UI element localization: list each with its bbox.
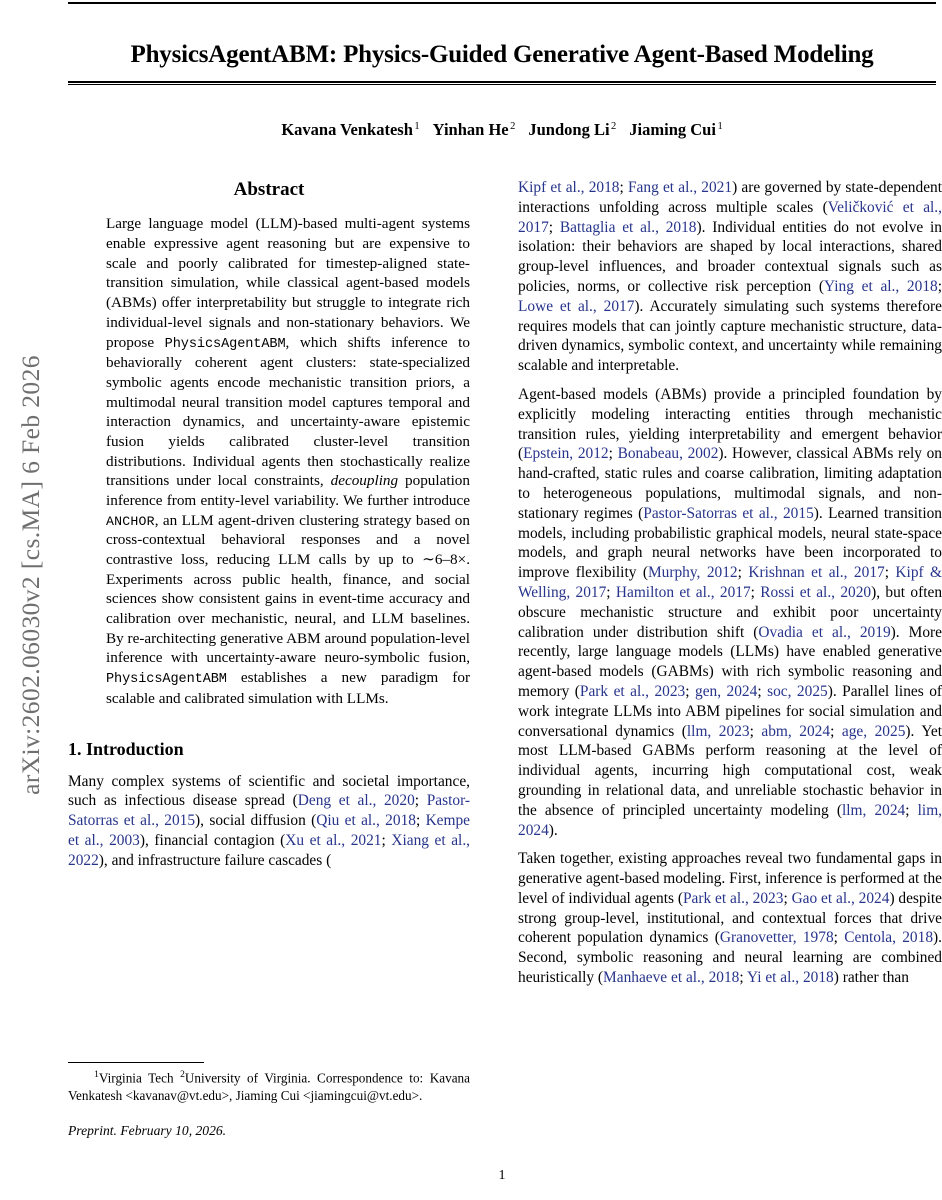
- text-segment: ), social diffusion (: [195, 812, 317, 830]
- citation-link[interactable]: Bonabeau, 2002: [617, 445, 719, 463]
- citation-link[interactable]: abm, 2024: [761, 722, 831, 740]
- footnote-affiliation-1: Virginia Tech: [98, 1070, 181, 1086]
- text-segment: ;: [737, 564, 749, 582]
- footnote-marker-1: 1: [94, 1070, 99, 1080]
- text-segment: ;: [833, 929, 845, 947]
- author-list: [68, 120, 936, 140]
- text-segment: ) are governed by state-dependent interactions unfolding across multiple scales (: [518, 179, 942, 216]
- abstract-text-segment: , an LLM agent-driven clustering strategy based on cross-contextual behavioral responses and a novel contrastive loss, reducing LLM calls by up to ∼6–8×. Experiments across public health, finance, and social sciences show consistent gains in event-time accuracy and calibration over mechanistic, neural, and LLM baselines. By re-architecting generative ABM around population-level inference with uncertainty-aware neuro-symbolic fusion,: [106, 511, 470, 667]
- citation-link[interactable]: Krishnan et al., 2017: [748, 564, 885, 582]
- abstract-body: [106, 214, 470, 708]
- intro-paragraph-1: [68, 772, 470, 871]
- citation-link[interactable]: lim, 2024: [518, 801, 942, 839]
- text-segment: ;: [619, 179, 628, 196]
- right-column: [518, 178, 942, 988]
- text-segment: ;: [749, 722, 762, 740]
- page-title: PhysicsAgentABM: Physics-Guided Generative Agent-Based Modeling: [130, 40, 874, 68]
- arxiv-identifier-text: arXiv:2602.06030v2 [cs.MA] 6 Feb 2026: [16, 355, 45, 795]
- citation-link[interactable]: Xiang et al., 2022: [68, 831, 471, 869]
- abstract-text-segment: Large language model (LLM)-based multi-agent systems enable expressive agent reasoning but are expensive to scale and poorly calibrated for timestep-aligned state-transition simulation, while classical agent-based models (ABMs) offer interpretability but struggle to integrate rich individual-level signals and non-stationary behaviors. We propose: [106, 215, 470, 351]
- author-affiliation-marker: 1: [717, 120, 723, 132]
- citation-link[interactable]: Manhaeve et al., 2018: [603, 969, 740, 987]
- text-segment: ). More recently, large language models (LLMs) have enabled generative agent-based models (GABMs) with rich symbolic reasoning and memory (: [518, 623, 942, 700]
- citation-link[interactable]: Epstein, 2012: [523, 445, 609, 463]
- author-affiliation-marker: 1: [414, 120, 420, 132]
- author-entry: [528, 120, 616, 139]
- text-segment: ). Accurately simulating such systems therefore requires models that can jointly capture mechanistic structure, data-driven dynamics, symbolic context, and uncertainty while remaining scalable and interpretable.: [518, 297, 942, 375]
- citation-link[interactable]: Granovetter, 1978: [719, 929, 834, 947]
- abstract-text-segment: establishes a new paradigm for scalable and calibrated simulation with LLMs.: [106, 669, 470, 707]
- top-rule: [68, 2, 936, 4]
- text-segment: ). Individual entities do not evolve in isolation: their behaviors are shaped by local interactions, shared group-level influences, and broader contextual signals such as policies, norms, or collective risk perception (: [518, 218, 942, 295]
- citation-link[interactable]: Hamilton et al., 2017: [615, 583, 751, 601]
- citation-link[interactable]: Gao et al., 2024: [791, 889, 890, 907]
- citation-link[interactable]: Pastor-Satorras et al., 2015: [68, 792, 471, 830]
- author-entry: [281, 120, 419, 139]
- abstract-method-name: PhysicsAgentABM: [106, 672, 227, 688]
- text-segment: Agent-based models (ABMs) provide a principled foundation by explicitly modeling interacting entities through mechanistic transition rules, yielding interpretability and emergent behavior (: [518, 385, 942, 463]
- preprint-notice: Preprint. February 10, 2026.: [68, 1122, 227, 1138]
- intro-paragraph-1-continued: [518, 178, 942, 376]
- author-entry: [629, 120, 722, 139]
- text-segment: ;: [608, 445, 618, 463]
- abstract-method-name: PhysicsAgentABM: [164, 336, 286, 352]
- author-entry: [433, 120, 516, 139]
- text-segment: ) rather than: [833, 969, 909, 987]
- citation-link[interactable]: Pastor-Satorras et al., 2015: [643, 504, 814, 522]
- author-name: Kavana Venkatesh: [281, 120, 413, 139]
- text-segment: ), and infrastructure failure cascades (: [98, 851, 332, 869]
- author-name: Jundong Li: [528, 120, 610, 139]
- text-segment: ), but often obscure mechanistic structure and exhibit poor uncertainty calibration under distribution shift (: [518, 583, 942, 641]
- text-segment: ;: [606, 583, 616, 601]
- text-segment: ). Learned transition models, including probabilistic graphical models, neural state-space models, and graph neural networks have been incorporated to improve flexibility (: [518, 504, 942, 582]
- footnote-block: [68, 1062, 470, 1139]
- citation-link[interactable]: llm, 2023: [686, 722, 750, 740]
- text-segment: ). Parallel lines of work integrate LLMs into ABM pipelines for social simulation and conversational dynamics (: [518, 682, 942, 740]
- text-segment: ;: [381, 831, 392, 849]
- text-segment: ;: [937, 277, 942, 295]
- section-heading-introduction: 1. Introduction: [68, 739, 184, 760]
- text-segment: ;: [884, 564, 896, 582]
- text-segment: ;: [414, 792, 427, 810]
- text-segment: ;: [739, 969, 747, 987]
- text-segment: ;: [783, 889, 792, 907]
- footnote-marker-2: 2: [180, 1070, 185, 1080]
- abstract-text-segment: , which shifts inference to behaviorally coherent agent clusters: state-specialized symbolic agents encode mechanistic transition priors, a multimodal neural transition model captures temporal and interaction dynamics, and uncertainty-aware epistemic fusion yields calibrated cluster-level transition distributions. Individual agents then stochastically realize transitions under local constraints,: [106, 333, 470, 490]
- citation-link[interactable]: Yi et al., 2018: [746, 969, 834, 987]
- citation-link[interactable]: Kempe et al., 2003: [68, 812, 471, 849]
- page-number: 1: [498, 1168, 506, 1183]
- text-segment: ;: [548, 218, 560, 236]
- abstract-anchor-name: ANCHOR: [106, 513, 155, 529]
- citation-link[interactable]: Murphy, 2012: [647, 564, 738, 582]
- text-segment: ;: [415, 812, 426, 830]
- citation-link[interactable]: Ying et al., 2018: [824, 277, 938, 295]
- arxiv-stamp: [0, 0, 62, 1200]
- citation-link[interactable]: Qiu et al., 2018: [316, 812, 416, 830]
- text-segment: ) despite strong group-level, institutional, and contextual forces that drive coherent population dynamics (: [518, 889, 942, 947]
- text-segment: Taken together, existing approaches reveal two fundamental gaps in generative agent-based modeling. First, inference is performed at the level of individual agents (: [518, 850, 942, 907]
- left-column: [68, 178, 470, 871]
- citation-link[interactable]: Deng et al., 2020: [297, 792, 415, 810]
- author-name: Yinhan He: [432, 120, 509, 139]
- citation-link[interactable]: Battaglia et al., 2018: [559, 218, 697, 236]
- title-underline-rule: [68, 81, 936, 85]
- abstract-emphasis: decoupling: [330, 472, 399, 490]
- text-segment: ;: [750, 583, 761, 601]
- citation-link[interactable]: Veličković et al., 2017: [518, 198, 942, 236]
- citation-link[interactable]: Park et al., 2023: [682, 889, 784, 907]
- intro-paragraph-3: [518, 849, 942, 988]
- citation-link[interactable]: Park et al., 2023: [579, 682, 686, 700]
- citation-link[interactable]: Kipf et al., 2018: [518, 179, 620, 196]
- text-segment: Many complex systems of scientific and societal importance, such as infectious disease spread (: [68, 772, 470, 810]
- citation-link[interactable]: soc, 2025: [767, 682, 828, 700]
- citation-link[interactable]: Centola, 2018: [844, 929, 934, 947]
- text-segment: ;: [685, 682, 695, 700]
- text-segment: ). Second, symbolic reasoning and neural learning are combined heuristically (: [518, 929, 942, 987]
- intro-paragraph-2: [518, 385, 942, 840]
- footnote-affiliation-2: University of Virginia. Correspondence to: Kavana Venkatesh <kavanav@vt.edu>, Jiaming Cui <jiamingcui@vt.edu>.: [68, 1070, 471, 1103]
- text-segment: ;: [757, 682, 768, 700]
- text-segment: ). However, classical ABMs rely on hand-crafted, static rules and coarse calibration, limiting adaptation to heterogeneous populations, multimodal signals, and non-stationary regimes (: [518, 445, 942, 522]
- text-segment: ). Yet most LLM-based GABMs perform reasoning at the level of individual agents, incurring high computational cost, weak grounding in relational data, and unreliable stochastic behavior in the absence of principled uncertainty modeling (: [518, 722, 942, 819]
- citation-link[interactable]: Kipf & Welling, 2017: [518, 564, 942, 601]
- citation-link[interactable]: gen, 2024: [695, 682, 758, 700]
- citation-link[interactable]: Rossi et al., 2020: [760, 583, 872, 601]
- abstract-heading: Abstract: [233, 179, 305, 200]
- paper-page: [62, 0, 942, 1200]
- footnote-affiliations: [68, 1069, 470, 1104]
- citation-link[interactable]: Fang et al., 2021: [627, 179, 733, 196]
- citation-link[interactable]: llm, 2024: [841, 801, 906, 819]
- author-affiliation-marker: 2: [611, 120, 617, 132]
- text-segment: ), financial contagion (: [139, 831, 286, 849]
- abstract-text-segment: population inference from entity-level variability. We further introduce: [106, 472, 470, 509]
- text-segment: ).: [548, 821, 558, 839]
- citation-link[interactable]: Xu et al., 2021: [285, 831, 382, 849]
- text-segment: ;: [830, 722, 842, 740]
- author-name: Jiaming Cui: [629, 120, 716, 139]
- citation-link[interactable]: Ovadia et al., 2019: [758, 623, 891, 641]
- citation-link[interactable]: age, 2025: [841, 722, 906, 740]
- text-segment: ;: [905, 801, 918, 819]
- author-affiliation-marker: 2: [510, 120, 516, 132]
- citation-link[interactable]: Lowe et al., 2017: [518, 297, 635, 315]
- footnote-rule: [68, 1062, 204, 1063]
